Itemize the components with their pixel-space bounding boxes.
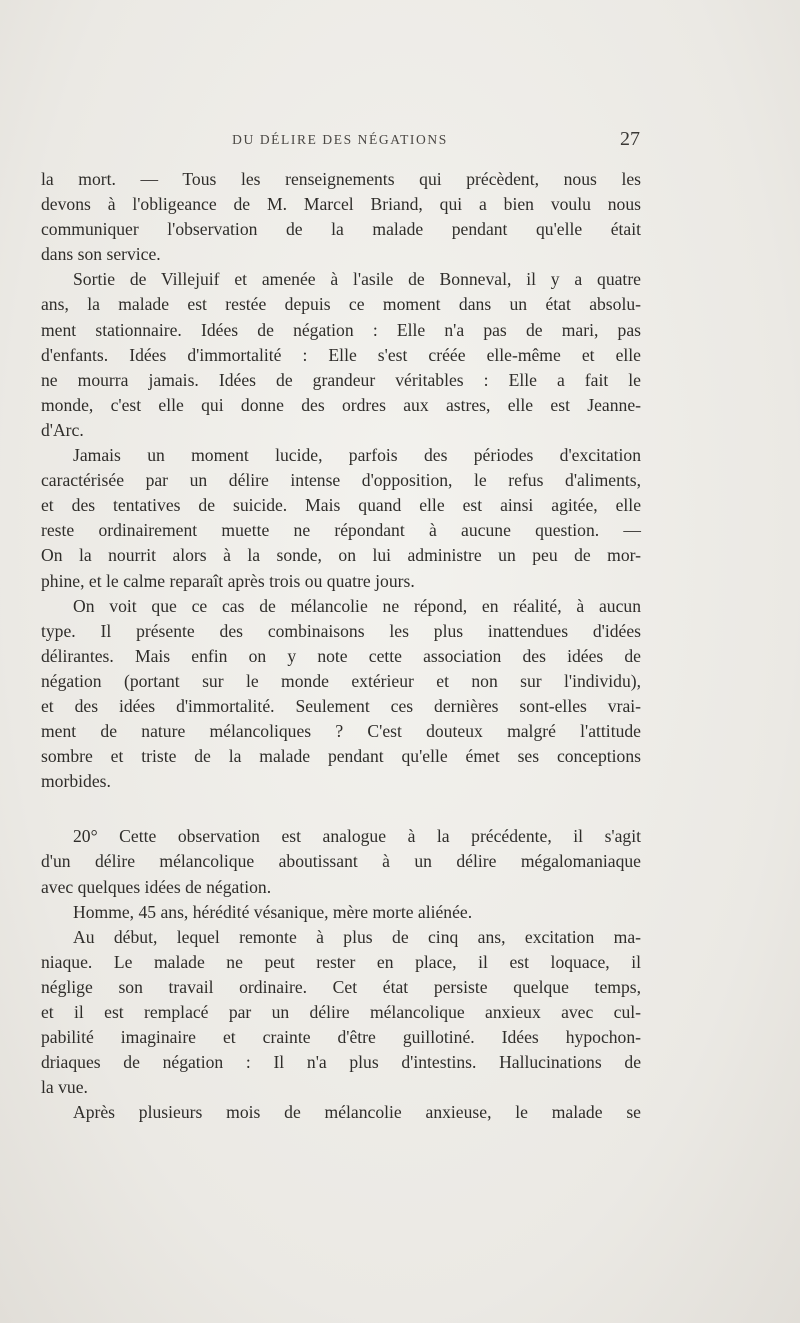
- paragraph: [41, 594, 641, 795]
- text-line: communiquer l'observation de la malade pendant qu'elle était: [41, 219, 641, 240]
- text-line: Après plusieurs mois de mélancolie anxieuse, le malade se: [73, 1102, 641, 1123]
- text-line: la vue.: [41, 1077, 88, 1098]
- text-line: la mort. — Tous les renseignements qui précèdent, nous les: [41, 169, 641, 189]
- text-line: monde, c'est elle qui donne des ordres aux astres, elle est Jeanne-: [41, 394, 641, 415]
- text-line: Au début, lequel remonte à plus de cinq ans, excitation ma-: [73, 926, 641, 947]
- text-line: ne mourra jamais. Idées de grandeur véritables : Elle a fait le: [41, 369, 641, 390]
- paragraph: [41, 267, 641, 443]
- text-line: et des idées d'immortalité. Seulement ces dernières sont-elles vrai-: [41, 695, 641, 716]
- text-line: délirantes. Mais enfin on y note cette association des idées de: [41, 645, 641, 666]
- text-line: d'Arc.: [41, 419, 84, 440]
- text-line: driaques de négation : Il n'a plus d'intestins. Hallucinations de: [41, 1052, 641, 1073]
- paragraph: [41, 900, 641, 925]
- text-line: On voit que ce cas de mélancolie ne répond, en réalité, à aucun: [73, 595, 641, 616]
- text-line: niaque. Le malade ne peut rester en place, il est loquace, il: [41, 951, 641, 972]
- text-line: On la nourrit alors à la sonde, on lui administre un peu de mor-: [41, 545, 641, 566]
- body-text: [41, 167, 641, 1125]
- text-line: négation (portant sur le monde extérieur et non sur l'individu),: [41, 670, 641, 691]
- text-line: caractérisée par un délire intense d'opposition, le refus d'aliments,: [41, 470, 641, 491]
- text-line: morbides.: [41, 771, 111, 792]
- paragraph: [41, 925, 641, 1101]
- page-header: [40, 128, 640, 156]
- text-line: d'un délire mélancolique aboutissant à un délire mégalomaniaque: [41, 851, 641, 872]
- paragraph: [41, 1100, 641, 1125]
- paragraph: [41, 443, 641, 594]
- paragraph: [41, 167, 641, 267]
- text-line: et des tentatives de suicide. Mais quand elle est ainsi agitée, elle: [41, 495, 641, 516]
- text-line: dans son service.: [41, 244, 161, 265]
- text-line: Homme, 45 ans, hérédité vésanique, mère morte aliénée.: [73, 901, 473, 922]
- text-line: néglige son travail ordinaire. Cet état persiste quelque temps,: [41, 976, 641, 997]
- paragraph: [41, 824, 641, 899]
- text-line: et il est remplacé par un délire mélancolique anxieux avec cul-: [41, 1002, 641, 1022]
- text-line: Jamais un moment lucide, parfois des périodes d'excitation: [73, 445, 641, 466]
- text-line: Sortie de Villejuif et amenée à l'asile de Bonneval, il y a quatre: [73, 269, 641, 290]
- text-line: pabilité imaginaire et crainte d'être guillotiné. Idées hypochon-: [41, 1027, 641, 1048]
- text-line: ment stationnaire. Idées de négation : Elle n'a pas de mari, pas: [41, 319, 641, 340]
- text-line: d'enfants. Idées d'immortalité : Elle s'est créée elle-même et elle: [41, 344, 641, 365]
- text-line: devons à l'obligeance de M. Marcel Briand, qui a bien voulu nous: [41, 194, 641, 215]
- text-line: 20° Cette observation est analogue à la précédente, il s'agit: [73, 826, 641, 847]
- text-line: ment de nature mélancoliques ? C'est douteux malgré l'attitude: [41, 721, 641, 742]
- text-line: avec quelques idées de négation.: [41, 876, 272, 897]
- text-line: phine, et le calme reparaît après trois ou quatre jours.: [41, 570, 415, 591]
- page-number: 27: [620, 128, 640, 150]
- text-line: sombre et triste de la malade pendant qu'elle émet ses conceptions: [41, 746, 641, 767]
- text-line: type. Il présente des combinaisons les plus inattendues d'idées: [41, 620, 641, 641]
- paragraph-gap: [41, 794, 641, 824]
- text-line: reste ordinairement muette ne répondant à aucune question. —: [41, 520, 641, 541]
- text-line: ans, la malade est restée depuis ce moment dans un état absolu-: [41, 294, 641, 315]
- running-title: DU DÉLIRE DES NÉGATIONS: [232, 132, 448, 147]
